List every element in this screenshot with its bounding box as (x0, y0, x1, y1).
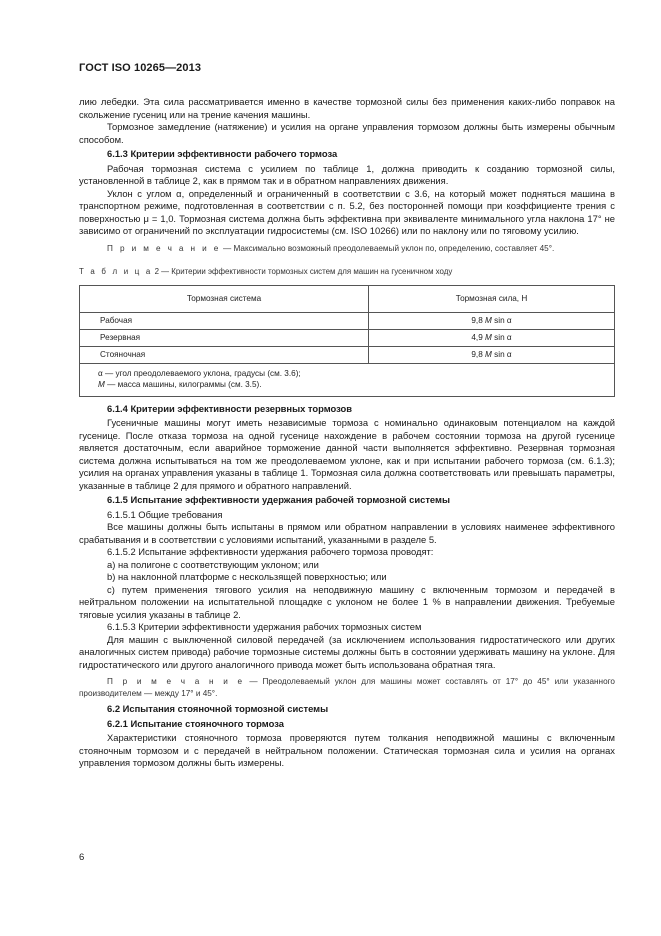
paragraph: Все машины должны быть испытаны в прямом или обратном направлении в условиях наименее эффективного срабатывания и в соответствии с условиями испытаний, указанными в разделе 5. (79, 521, 615, 545)
table-row (80, 346, 615, 363)
paragraph: Уклон с углом α, определенный и ограниченный в соответствии с 3.6, на который может подняться машина в транспортном режиме, подготовленная в соответствии с п. 5.2, без посторонней помощи при коэффициенте трения с поверхностью μ = 1,0. Тормозная система должна быть эффективна при эквиваленте минимального угла наклона 17° не зависимо от ограничений по эксплуатации гидросистемы (см. ISO 10266) или по наклону или по тяговому усилию. (79, 187, 615, 236)
document-page (79, 62, 615, 770)
section-heading-6-2-1: 6.2.1 Испытание стояночного тормоза (107, 717, 284, 729)
table-header-row (80, 285, 615, 312)
table-footnote (80, 363, 615, 396)
brake-criteria-table (79, 285, 615, 397)
table-row (80, 312, 615, 329)
paragraph: Тормозное замедление (натяжение) и усилия на органе управления тормозом должны быть измерены обычным способом. (79, 121, 615, 145)
subsection-title: 6.1.5.3 Критерии эффективности удержания рабочих тормозных систем (107, 621, 422, 632)
list-item: b) на наклонной платформе с нескользящей поверхностью; или (107, 571, 387, 582)
note-label: П р и м е ч а н и е (107, 243, 221, 253)
list-item: a) на полигоне с соответствующим уклоном; или (107, 558, 319, 570)
paragraph: Характеристики стояночного тормоза проверяются путем толкания неподвижной машины с включенным стояночным тормозом и с передачей в нейтральном положении. Статическая тормозная сила и усилия на органах управления тормозом должны быть измерены. (79, 732, 615, 768)
table-caption-label: Т а б л и ц а (79, 267, 153, 276)
footnote-mass: M — масса машины, килограммы (см. 3.5). (98, 380, 262, 389)
note (79, 243, 615, 255)
paragraph: Для машин с выключенной силовой передачей (за исключением использования гидростатического или других аналогичных систем привода) рабочие тормозные системы должны быть в состоянии удерживать машину на уклоне. Для гидростатического или другого аналогичного привода может быть использована обратная тяга. (79, 633, 615, 670)
column-header: Тормозная система (80, 285, 369, 312)
table-cell-force: 9,8 M sin α (369, 312, 615, 329)
section-heading-6-1-3: 6.1.3 Критерии эффективности рабочего тормоза (107, 148, 338, 159)
subsection-title: 6.1.5.1 Общие требования (107, 508, 223, 520)
note-label: П р и м е ч а н и е (107, 677, 245, 686)
footnote-alpha: α — угол преодолеваемого уклона, градусы (см. 3.6); (98, 368, 301, 378)
table-cell-system: Стояночная (80, 346, 369, 363)
page-number: 6 (79, 852, 85, 863)
paragraph: Рабочая тормозная система с усилием по таблице 1, должна приводить к созданию тормозной силы, установленной в таблице 2, как в прямом так и в обратном направлениях движения. (79, 162, 615, 186)
table-cell-force: 4,9 M sin α (369, 329, 615, 346)
section-heading-6-1-4: 6.1.4 Критерии эффективности резервных тормозов (107, 402, 353, 414)
table-row (80, 329, 615, 346)
running-header: ГОСТ ISO 10265—2013 (79, 62, 202, 74)
section-heading-6-1-5: 6.1.5 Испытание эффективности удержания рабочей тормозной системы (107, 494, 450, 505)
paragraph: Гусеничные машины могут иметь независимые тормоза с номинально одинаковым потенциалом на каждой гусенице. После отказа тормоза на одной гусенице нахождение в рабочем состоянии тормоза на другой гусенице является достаточным, если аварийное торможение данной части выполняется эффективно. Резервная тормозная система должна испытываться на том же преодолеваемом уклоне, как и при испытании рабочего тормоза (см. 6.1.3); усилия на органах управления указаны в таблице 1. Тормозная сила должна соответствовать или превышать параметры, указанные в таблице 2 для прямого и обратного направлений. (79, 417, 615, 491)
note-text: — Преодолеваемый уклон для машины может составлять от 17° до 45° или указанного производителем — между 17° и 45°. (79, 677, 615, 698)
table-caption-text: 2 — Критерии эффективности тормозных систем для машин на гусеничном ходу (152, 267, 453, 276)
column-header: Тормозная сила, Н (369, 285, 615, 312)
table-cell-system: Рабочая (80, 312, 369, 329)
note-text: — Максимально возможный преодолеваемый уклон по, определению, составляет 45°. (220, 243, 555, 253)
table-cell-system: Резервная (80, 329, 369, 346)
note (79, 676, 615, 699)
paragraph: 6.1.5.2 Испытание эффективности удержания рабочего тормоза проводят: (107, 546, 434, 557)
list-item: c) путем применения тягового усилия на неподвижную машину с включенным тормозом и передачей в нейтральном положении на испытательной площадке с уклоном не более 1 % в направлении движения. Требуемые тяговые усилия указаны в таблице 2. (79, 583, 615, 620)
table-cell-force: 9,8 M sin α (369, 346, 615, 363)
section-heading-6-2: 6.2 Испытания стояночной тормозной системы (107, 703, 329, 714)
paragraph-continuation: лию лебедки. Эта сила рассматривается именно в качестве тормозной силы без применения каких-либо поправок на скольжение гусениц или на трение качения машины. (79, 96, 615, 120)
table-caption (79, 266, 615, 279)
table-footnote-row (80, 363, 615, 396)
